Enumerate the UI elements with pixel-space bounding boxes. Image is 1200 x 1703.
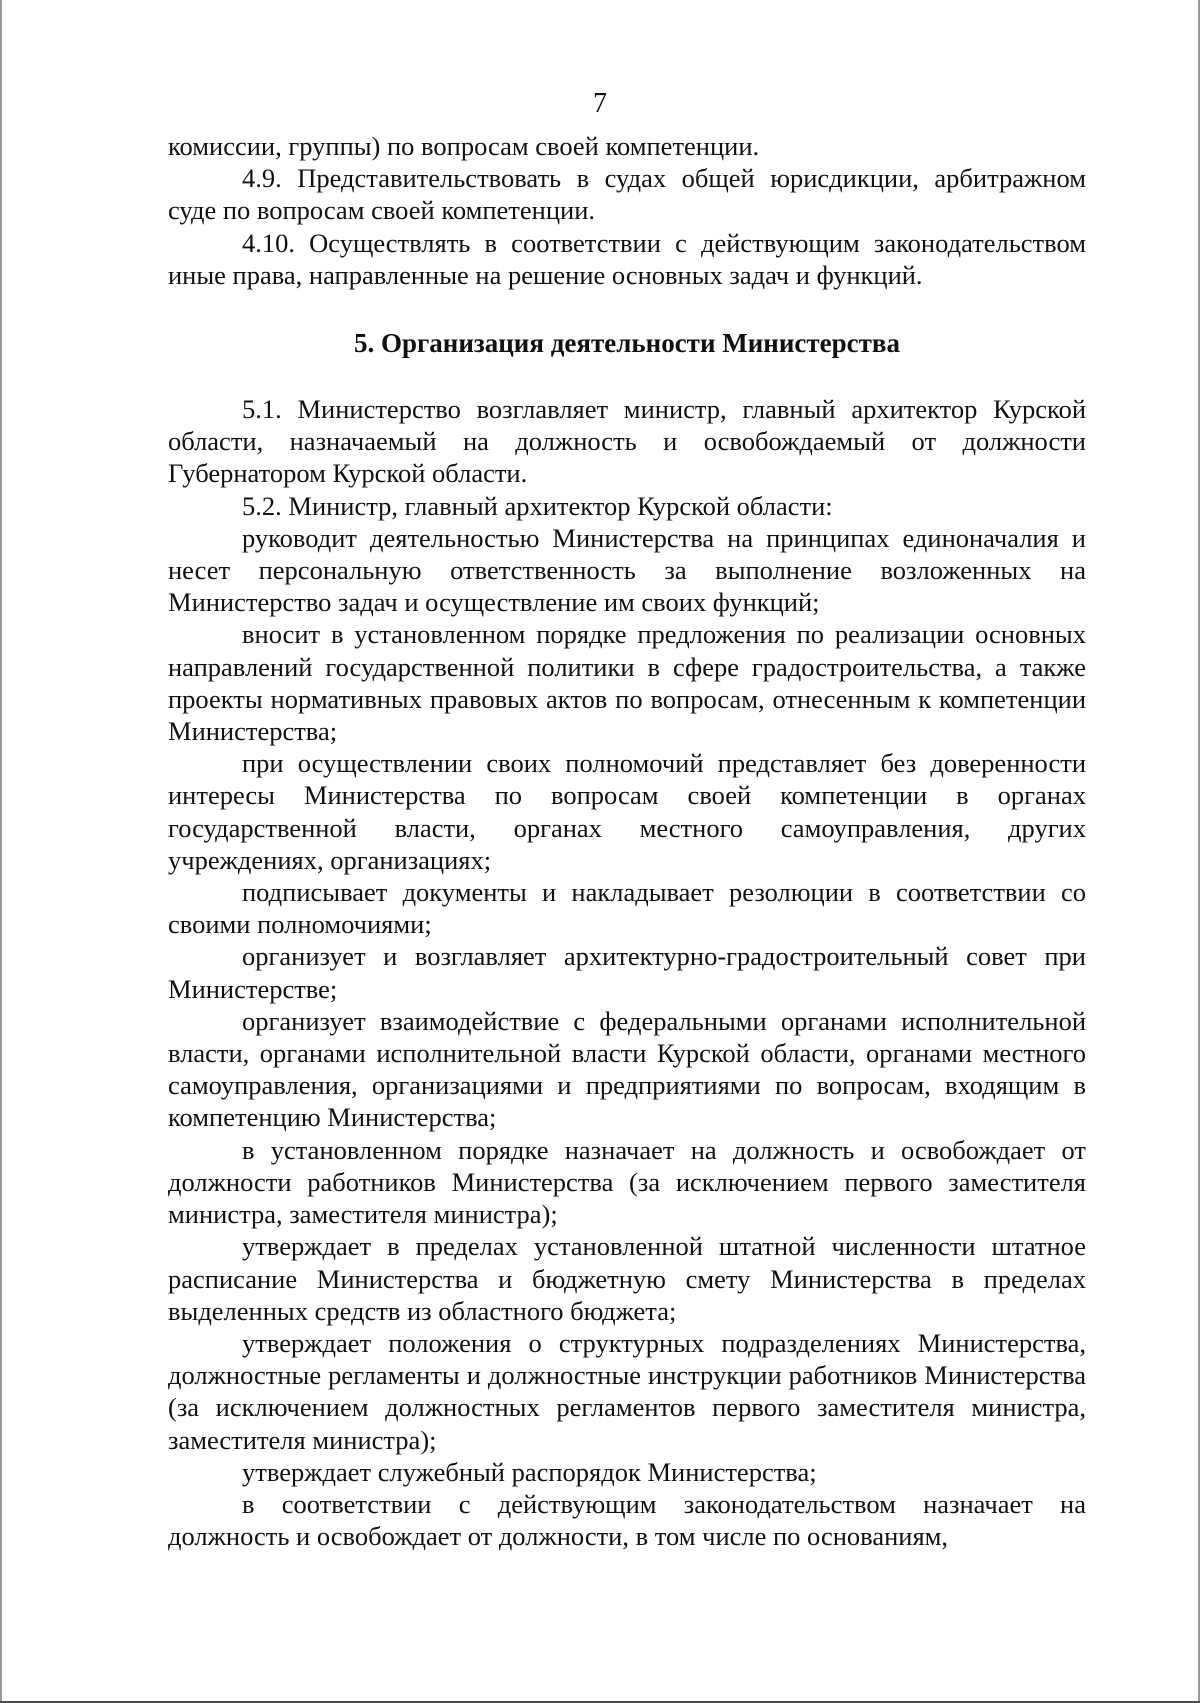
page-number: 7: [593, 88, 607, 119]
list-item-paragraph: в соответствии с действующим законодательством назначает на должность и освобождает от должности, в том числе по основаниям,: [168, 1488, 1086, 1552]
list-item-paragraph: в установленном порядке назначает на должность и освобождает от должности работников Министерства (за исключением первого заместителя министра, заместителя министра);: [168, 1134, 1086, 1230]
list-item-paragraph: организует и возглавляет архитектурно-градостроительный совет при Министерстве;: [168, 941, 1086, 1004]
paragraph-4-10: 4.10. Осуществлять в соответствии с действующим законодательством иные права, направленные на решение основных задач и функций.: [168, 227, 1086, 290]
paragraph-5-1: 5.1. Министерство возглавляет министр, главный архитектор Курской области, назначаемый на должность и освобождаемый от должности Губернатором Курской области.: [168, 394, 1086, 489]
list-item-paragraph: руководит деятельностью Министерства на принципах единоначалия и несет персональную ответственность за выполнение возложенных на Министерство задач и осуществление им своих функций;: [168, 522, 1086, 618]
scan-left-edge: [0, 0, 2, 1703]
list-item-paragraph: утверждает в пределах установленной штатной численности штатное расписание Министерства и бюджетную смету Министерства в пределах выделенных средств из областного бюджета;: [168, 1231, 1086, 1326]
list-item-paragraph: утверждает положения о структурных подразделениях Министерства, должностные регламенты и должностные инструкции работников Министерства (за исключением должностных регламентов первого заместителя министра, заместителя министра);: [168, 1327, 1086, 1455]
list-item-paragraph: утверждает служебный распорядок Министерства;: [242, 1456, 817, 1487]
list-item-paragraph: при осуществлении своих полномочий представляет без доверенности интересы Министерства по вопросам своей компетенции в органах государственной власти, органах местного самоуправления, других учреждениях, организациях;: [168, 748, 1086, 875]
paragraph-4-9: 4.9. Представительствовать в судах общей юрисдикции, арбитражном суде по вопросам своей компетенции.: [168, 163, 1086, 226]
document-body: [168, 130, 1086, 1552]
paragraph-continuation: комиссии, группы) по вопросам своей компетенции.: [168, 131, 760, 161]
paragraph-5-2: 5.2. Министр, главный архитектор Курской области:: [242, 490, 833, 521]
section-heading: 5. Организация деятельности Министерства: [354, 328, 900, 359]
list-item-paragraph: вносит в установленном порядке предложения по реализации основных направлений государственной политики в сфере градостроительства, а также проекты нормативных правовых актов по вопросам, отнесенным к компетенции Министерства;: [168, 619, 1086, 747]
list-item-paragraph: подписывает документы и накладывает резолюции в соответствии со своими полномочиями;: [168, 877, 1086, 940]
list-item-paragraph: организует взаимодействие с федеральными органами исполнительной власти, органами исполнительной власти Курской области, органами местного самоуправления, организациями и предприятиями по вопросам, входящим в компетенцию Министерства;: [168, 1005, 1086, 1133]
